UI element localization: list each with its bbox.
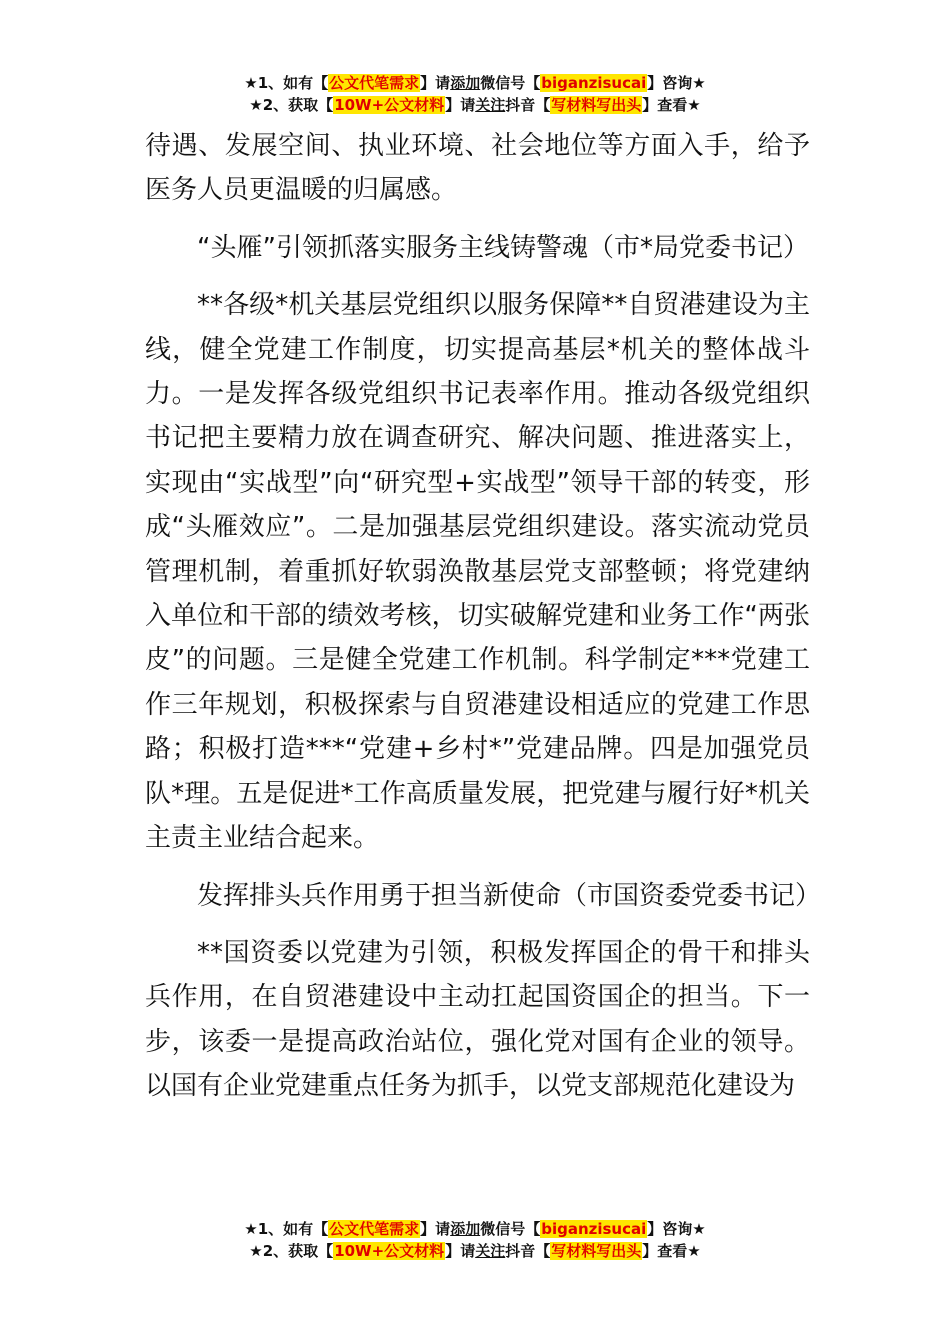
promo-underlined: 添加 [450,74,481,92]
promo-highlight: 公文代笔需求 [329,74,420,92]
promo-underlined: 关注 [475,1242,506,1260]
section-heading: “头雁”引领抓落实服务主线铸警魂（市*局党委书记） [197,232,809,263]
promo-highlight: 10W+公文材料 [334,96,445,114]
body-paragraph: **国资委以党建为引领，积极发挥国企的骨干和排头兵作用，在自贸港建设中主动扛起国资国企的担当。下一步，该委一是提高政治站位，强化党对国有企业的领导。以国有企业党建重点任务为抓手，以党支部规范化建设为 [145,937,810,1102]
promo-highlight-douyin-id: 写材料写出头 [551,96,642,114]
promo-footer [0,1218,950,1262]
promo-text: ★1、如有【 [244,74,329,92]
promo-text: ★1、如有【 [244,1220,329,1238]
body-paragraph: 待遇、发展空间、执业环境、社会地位等方面入手，给予医务人员更温暖的归属感。 [145,131,810,206]
promo-text: 】咨询★ [647,1220,706,1238]
promo-highlight-wechat-id: biganzisucai [541,74,647,92]
promo-text: 】咨询★ [647,74,706,92]
promo-text: 】查看★ [642,96,701,114]
section-heading: 发挥排头兵作用勇于担当新使命（市国资委党委书记） [197,880,822,911]
promo-line-1 [0,1218,950,1240]
promo-text: 】请 [420,74,451,92]
promo-highlight: 公文代笔需求 [329,1220,420,1238]
promo-text: 】请 [420,1220,451,1238]
promo-text: 】请 [445,1242,476,1260]
body-paragraph: **各级*机关基层党组织以服务保障**自贸港建设为主线，健全党建工作制度，切实提高基层*机关的整体战斗力。一是发挥各级党组织书记表率作用。推动各级党组织书记把主要精力放在调查研究、解决问题、推进落实上，实现由“实战型”向“研究型+实战型”领导干部的转变，形成“头雁效应”。二是加强基层党组织建设。落实流动党员管理机制，着重抓好软弱涣散基层党支部整顿；将党建纳入单位和干部的绩效考核，切实破解党建和业务工作“两张皮”的问题。三是健全党建工作机制。科学制定***党建工作三年规划，积极探索与自贸港建设相适应的党建工作思路；积极打造***“党建+乡村*”党建品牌。四是加强党员队*理。五是促进*工作高质量发展，把党建与履行好*机关主责主业结合起来。 [145,290,810,854]
promo-text: 】查看★ [642,1242,701,1260]
promo-line-2 [0,1240,950,1262]
promo-highlight: 10W+公文材料 [334,1242,445,1260]
promo-underlined: 关注 [475,96,506,114]
promo-highlight-douyin-id: 写材料写出头 [551,1242,642,1260]
promo-highlight-wechat-id: biganzisucai [541,1220,647,1238]
promo-line-1 [0,72,950,94]
promo-text: 微信号【 [480,1220,541,1238]
promo-text: 】请 [445,96,476,114]
promo-header [0,72,950,116]
promo-text: ★2、获取【 [249,96,334,114]
promo-text: ★2、获取【 [249,1242,334,1260]
promo-line-2 [0,94,950,116]
promo-underlined: 添加 [450,1220,481,1238]
promo-text: 抖音【 [505,1242,551,1260]
promo-text: 微信号【 [480,74,541,92]
document-body [145,124,822,1109]
promo-text: 抖音【 [505,96,551,114]
